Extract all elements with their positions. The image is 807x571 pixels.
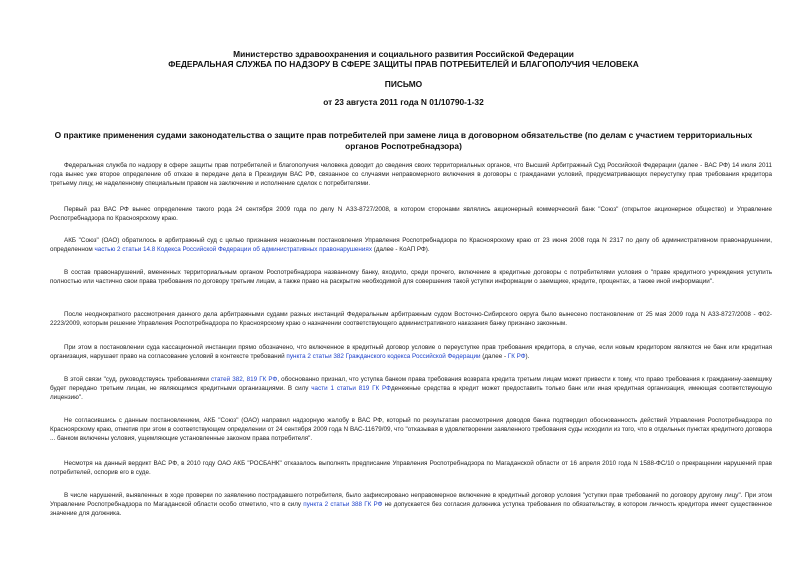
paragraph-3 <box>50 237 772 255</box>
paragraph-10 <box>50 492 772 519</box>
paragraph-6-text-c: ). <box>525 352 530 360</box>
paragraph-6-text-a: При этом в постановлении суда кассационной инстанции прямо обозначено, что включенное в кредитный договор условие о переуступке прав требования кредитора, в случае, если новым кредитором являются не банк или кредитная организация, нарушает право на согласование условий в контексте требований <box>50 344 772 360</box>
gk-article-388-link[interactable]: пункта 2 статьи 388 ГК РФ <box>303 500 383 508</box>
service-heading: ФЕДЕРАЛЬНАЯ СЛУЖБА ПО НАДЗОРУ В СФЕРЕ ЗАЩИТЫ ПРАВ ПОТРЕБИТЕЛЕЙ И БЛАГОПОЛУЧИЯ ЧЕЛОВЕКА <box>168 59 639 69</box>
paragraph-9: Несмотря на данный вердикт ВАС РФ, в 2010 году ОАО АКБ "РОСБАНК" отказалось выполнять предписание Управления Роспотребнадзора по Магаданской области от 16 апреля 2010 года N 1588-ФС/10 о прекращении нарушений прав потребителей, оспорив его в суде. <box>50 460 772 476</box>
gk-rf-link[interactable]: ГК РФ <box>507 352 526 360</box>
paragraph-7-text-c: денежные средства в кредит может предоставить только банк или иная кредитная организация, имеющая соответствующую лицензию". <box>50 384 772 401</box>
paragraph-3-text-a: АКБ "Союз" (ОАО) обратилось в арбитражный суд с целью признания незаконным постановления Управления Роспотребнадзора по Красноярскому краю от 23 июня 2008 года N 2317 по делу об административном правонарушении, определенном <box>50 237 772 253</box>
document-type: ПИСЬМО <box>384 79 423 89</box>
ministry-heading: Министерство здравоохранения и социального развития Российской Федерации <box>233 49 574 59</box>
paragraph-7-text-b: , обоснованно признал, что уступка банком права требования возврата кредита третьим лицам может привести к тому, что право требования к гражданину-заемщику будет передано третьим лицам, не являющимся кредитными организациями. В силу <box>50 376 772 392</box>
paragraph-5: После неоднократного рассмотрения данного дела арбитражными судами разных инстанций Федеральным арбитражным судом Восточно-Сибирского округа было вынесено постановление от 25 мая 2009 года N А33-8727/2008 - Ф02-2223/2009, которым решение Управления Роспотребнадзора по Красноярскому краю о назначении соответствующего административного наказания банку признано законным. <box>50 311 772 327</box>
document-date: от 23 августа 2011 года N 01/10790-1-32 <box>323 97 484 107</box>
paragraph-6-text-b: (далее - <box>480 352 508 360</box>
gk-article-382-link[interactable]: пункта 2 статьи 382 Гражданского кодекса Российской Федерации <box>286 352 481 360</box>
koap-article-link[interactable]: частью 2 статьи 14.8 Кодекса Российской Федерации об административных правонарушениях <box>94 245 372 253</box>
paragraph-2: Первый раз ВАС РФ вынес определение такого рода 24 сентября 2009 года по делу N А33-8727/2008, в котором сторонами являлись акционерный коммерческий банк "Союз" (открытое акционерное общество) и Управление Роспотребнадзора по Красноярскому краю. <box>50 206 772 222</box>
gk-articles-382-819-link[interactable]: статей 382, 819 ГК РФ <box>211 376 278 383</box>
paragraph-8: Не согласившись с данным постановлением, АКБ "Союз" (ОАО) направил надзорную жалобу в ВАС РФ, который по результатам рассмотрения доводов банка подтвердил обоснованность действий Управления Роспотребнадзора по Красноярскому краю, отметив при этом в соответствующем определении от 24 сентября 2009 года N ВАС-11679/09, что "отказывая в удовлетворении заявленного требования суды исходили из того, что в отдельных пунктах кредитного договора ... банком включены условия, ущемляющие установленные законом права потребителя". <box>50 417 772 442</box>
paragraph-10-text-b: не допускается без согласия должника уступка требования по обязательству, в котором личность кредитора имеет существенное значение для должника. <box>50 500 772 517</box>
paragraph-3-text-b: (далее - КоАП РФ). <box>371 245 430 253</box>
document-title: О практике применения судами законодательства о защите прав потребителей при замене лица в договорном обязательстве (по делам с участием территориальных органов Роспотребнадзора) <box>54 130 753 151</box>
paragraph-6 <box>50 344 772 362</box>
paragraph-10-text-a: В числе нарушений, выявленных в ходе проверки по заявлению пострадавшего потребителя, было зафиксировано неправомерное включение в кредитный договор условия "уступки прав требований по договору другому лицу". При этом Управление Роспотребнадзора по Магаданской области особо отметило, что в силу <box>50 492 772 508</box>
paragraph-4: В состав правонарушений, вмененных территориальным органом Роспотребнадзора названному банку, входило, среди прочего, включение в кредитные договоры с потребителями условия о "праве кредитного учреждения уступить полностью или частично свои права требования по договору третьим лицам, а также право на раскрытие необходимой для совершения такой уступки информации о заемщике, кредите, процентах, а также иной информации". <box>50 269 772 285</box>
gk-article-819-link[interactable]: части 1 статьи 819 ГК РФ <box>311 384 391 392</box>
paragraph-1: Федеральная служба по надзору в сфере защиты прав потребителей и благополучия человека доводит до сведения своих территориальных органов, что Высший Арбитражный Суд Российской Федерации (далее - ВАС РФ) 14 июля 2011 года вынес уже второе определение об отказе в передаче дела в Президиум ВАС РФ, связанное со случаями неправомерного включения в договоры с гражданами условий, предусматривающих переуступку прав требования кредитора третьему лицу, не наделенному специальным правом на заключение и исполнение сделок с потребителями. <box>50 162 772 187</box>
paragraph-7-text-a: В этой связи "суд, руководствуясь требованиями <box>64 376 212 383</box>
paragraph-7 <box>50 376 772 403</box>
